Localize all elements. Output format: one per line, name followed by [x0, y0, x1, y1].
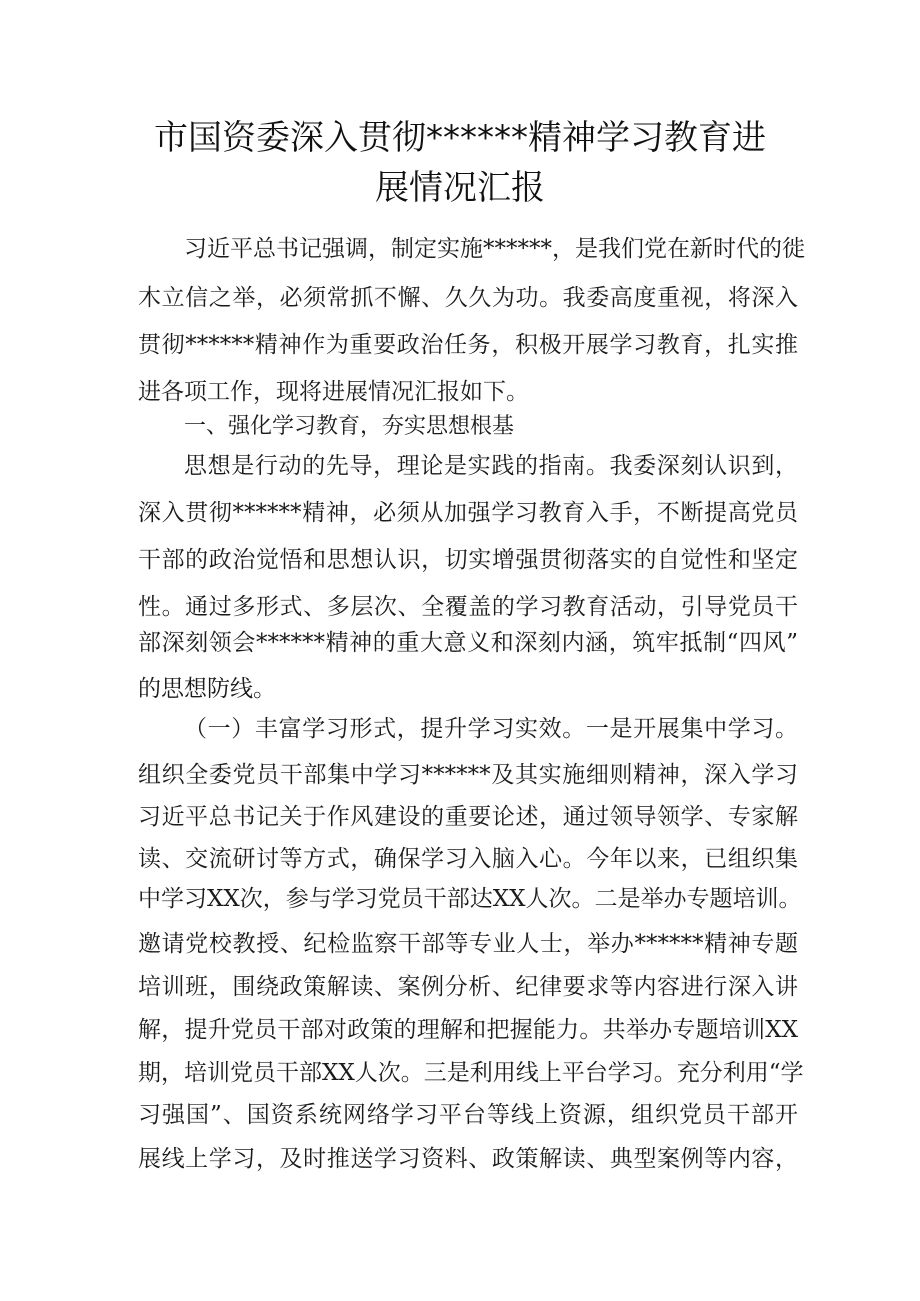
paragraph-line: 性。通过多形式、多层次、全覆盖的学习教育活动，引导党员干 [138, 594, 798, 620]
paragraph-line: 培训班，围绕政策解读、案例分析、纪律要求等内容进行深入讲 [138, 974, 798, 1000]
paragraph-line: 习近平总书记关于作风建设的重要论述，通过领导领学、专家解 [138, 804, 798, 830]
paragraph-line: 读、交流研讨等方式，确保学习入脑入心。今年以来，已组织集 [138, 846, 798, 872]
paragraph-line: 期，培训党员干部XX人次。三是利用线上平台学习。充分利用“学 [138, 1060, 804, 1086]
paragraph-line: 干部的政治觉悟和思想认识，切实增强贯彻落实的自觉性和坚定 [138, 547, 798, 573]
paragraph-line: 解，提升党员干部对政策的理解和把握能力。共举办专题培训XX [138, 1017, 798, 1043]
paragraph-line: 贯彻******精神作为重要政治任务，积极开展学习教育，扎实推 [138, 332, 798, 358]
paragraph-line: 习近平总书记强调，制定实施******，是我们党在新时代的徙 [184, 236, 805, 262]
paragraph-line: 邀请党校教授、纪检监察干部等专业人士，举办******精神专题 [138, 931, 798, 957]
document-title-line-1: 市国资委深入贯彻******精神学习教育进 [154, 118, 766, 158]
paragraph-line: 进各项工作，现将进展情况汇报如下。 [138, 379, 529, 405]
paragraph-line: 深入贯彻******精神，必须从加强学习教育入手，不断提高党员 [138, 500, 798, 526]
paragraph-line: 展线上学习，及时推送学习资料、政策解读、典型案例等内容， [138, 1146, 798, 1172]
paragraph-line: 组织全委党员干部集中学习******及其实施细则精神，深入学习 [138, 762, 798, 788]
paragraph-line: 习强国”、国资系统网络学习平台等线上资源，组织党员干部开 [138, 1102, 798, 1128]
paragraph-line: 中学习XX次，参与学习党员干部达XX人次。二是举办专题培训。 [138, 886, 802, 912]
document-title-line-2: 展情况汇报 [375, 168, 545, 208]
paragraph-line: 木立信之举，必须常抓不懈、久久为功。我委高度重视，将深入 [138, 285, 798, 311]
paragraph-line: 的思想防线。 [138, 676, 276, 702]
paragraph-line: 思想是行动的先导，理论是实践的指南。我委深刻认识到， [184, 453, 798, 479]
paragraph-line: （一）丰富学习形式，提升学习实效。一是开展集中学习。 [184, 716, 798, 742]
section-heading: 一、强化学习教育，夯实思想根基 [184, 414, 515, 439]
paragraph-line: 部深刻领会******精神的重大意义和深刻内涵，筑牢抵制“四风” [138, 630, 798, 656]
